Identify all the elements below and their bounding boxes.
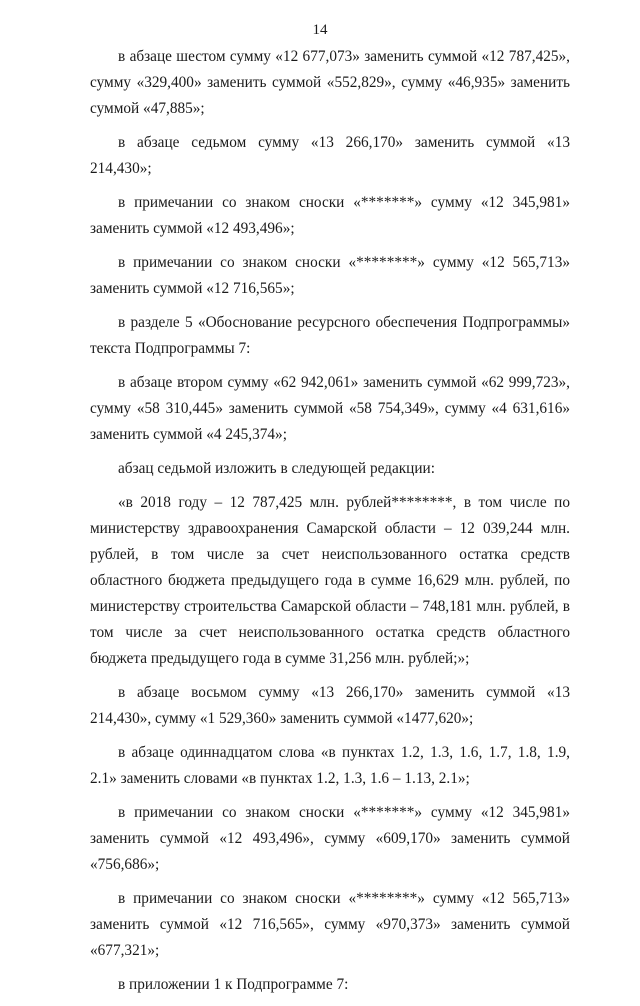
paragraph-6: в абзаце втором сумму «62 942,061» заменить суммой «62 999,723», сумму «58 310,445» заменить суммой «58 754,349», сумму «4 631,616» заменить суммой «4 245,374»; bbox=[90, 374, 570, 443]
document-body bbox=[90, 44, 570, 1006]
paragraph-9: в абзаце восьмом сумму «13 266,170» заменить суммой «13 214,430», сумму «1 529,360» заменить суммой «1477,620»; bbox=[90, 684, 570, 727]
paragraph-3: в примечании со знаком сноски «*******» сумму «12 345,981» заменить суммой «12 493,496»; bbox=[90, 194, 570, 237]
page-number: 14 bbox=[312, 22, 328, 38]
paragraph-4: в примечании со знаком сноски «********» сумму «12 565,713» заменить суммой «12 716,565»; bbox=[90, 254, 570, 297]
paragraph-13: в приложении 1 к Подпрограмме 7: bbox=[118, 976, 349, 993]
paragraph-11: в примечании со знаком сноски «*******» сумму «12 345,981» заменить суммой «12 493,496», сумму «609,170» заменить суммой «756,686»; bbox=[90, 804, 570, 873]
paragraph-12: в примечании со знаком сноски «********» сумму «12 565,713» заменить суммой «12 716,565», сумму «970,373» заменить суммой «677,321»; bbox=[90, 890, 570, 959]
paragraph-1: в абзаце шестом сумму «12 677,073» заменить суммой «12 787,425», сумму «329,400» заменить суммой «552,829», сумму «46,935» заменить суммой «47,885»; bbox=[90, 48, 570, 117]
paragraph-7: абзац седьмой изложить в следующей редакции: bbox=[118, 460, 435, 477]
paragraph-2: в абзаце седьмом сумму «13 266,170» заменить суммой «13 214,430»; bbox=[90, 134, 570, 177]
paragraph-8: «в 2018 году – 12 787,425 млн. рублей********, в том числе по министерству здравоохранения Самарской области – 12 039,244 млн. рублей, в том числе за счет неиспользованного остатка средств областного бюджета предыдущего года в сумме 16,629 млн. рублей, по министерству строительства Самарской области – 748,181 млн. рублей, в том числе за счет неиспользованного остатка средств областного бюджета предыдущего года в сумме 31,256 млн. рублей;»; bbox=[90, 494, 570, 667]
paragraph-10: в абзаце одиннадцатом слова «в пунктах 1.2, 1.3, 1.6, 1.7, 1.8, 1.9, 2.1» заменить словами «в пунктах 1.2, 1.3, 1.6 – 1.13, 2.1»; bbox=[90, 744, 570, 787]
paragraph-5: в разделе 5 «Обоснование ресурсного обеспечения Подпрограммы» текста Подпрограммы 7: bbox=[90, 314, 570, 357]
